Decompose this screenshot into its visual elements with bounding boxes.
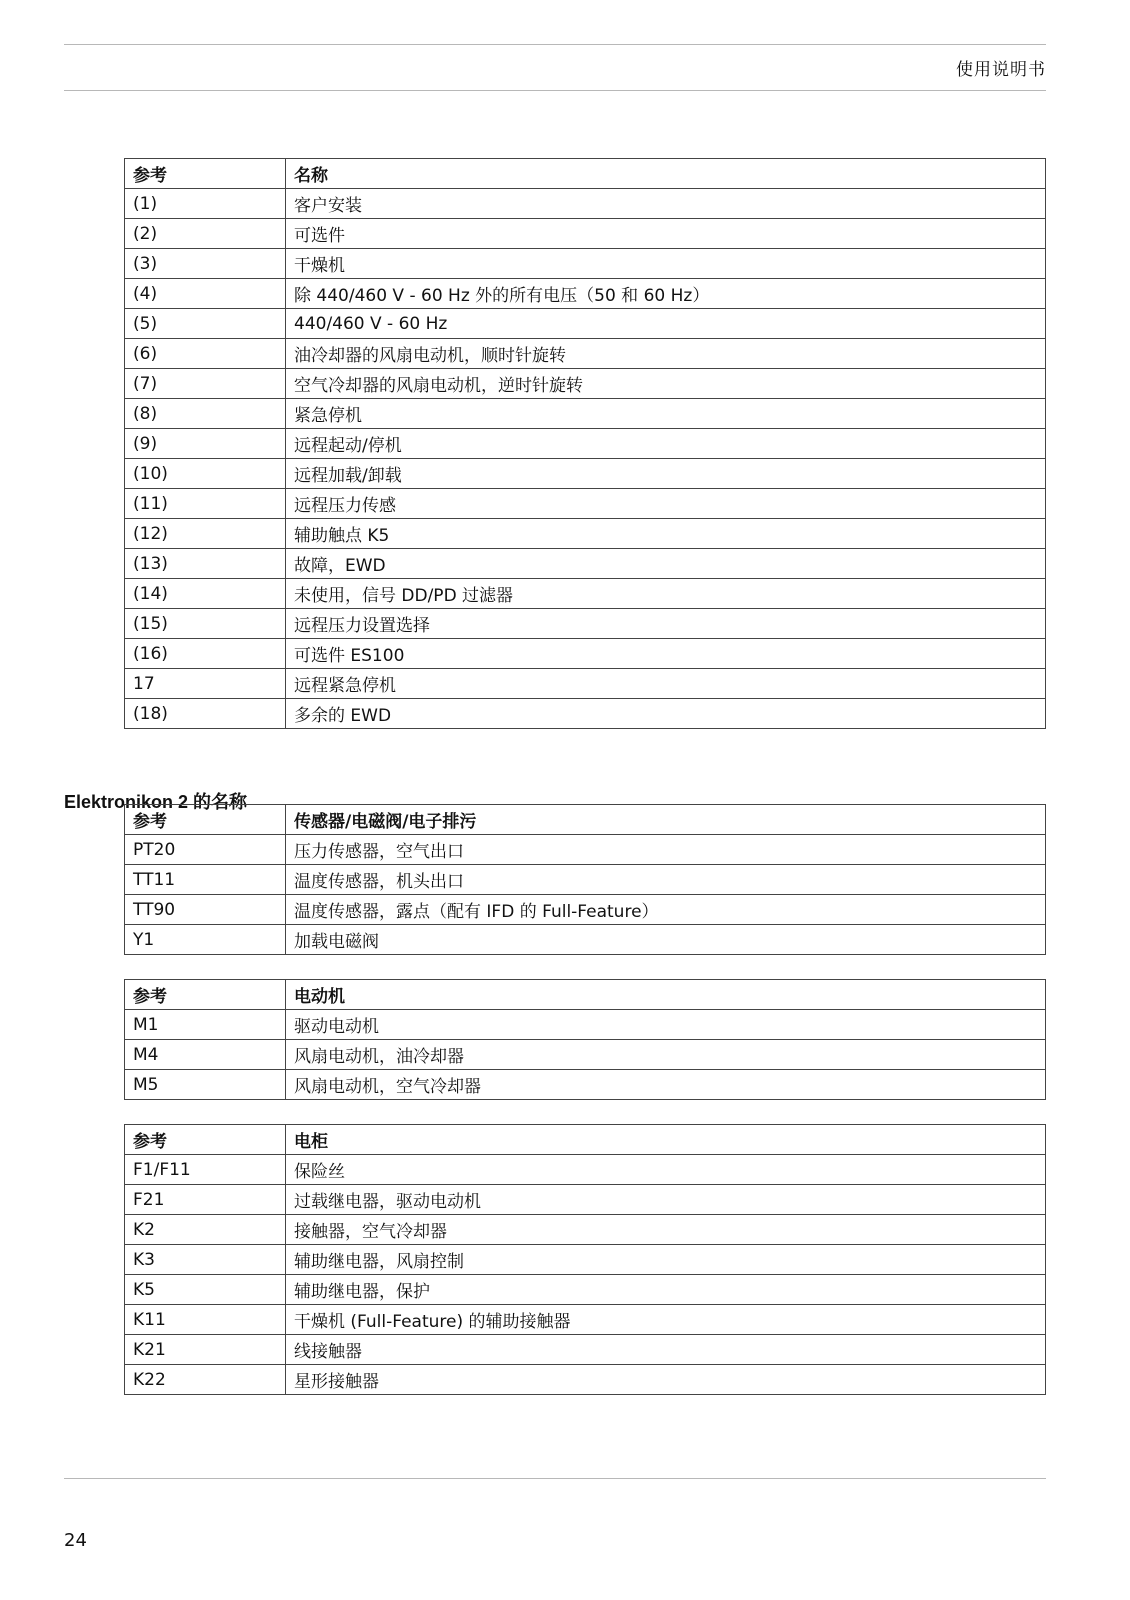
description-cell: 远程加载/卸载 (286, 459, 1046, 489)
description-cell: 客户安装 (286, 189, 1046, 219)
table-row (125, 1365, 1046, 1395)
table-row (125, 1215, 1046, 1245)
reference-cell: Y1 (125, 925, 286, 955)
description-cell: 压力传感器，空气出口 (286, 835, 1046, 865)
column-header-reference: 参考 (125, 1125, 286, 1155)
reference-cell: TT90 (125, 895, 286, 925)
description-cell: 远程起动/停机 (286, 429, 1046, 459)
table-row (125, 249, 1046, 279)
description-cell: 可选件 (286, 219, 1046, 249)
reference-cell: (7) (125, 369, 286, 399)
reference-cell: (12) (125, 519, 286, 549)
description-cell: 紧急停机 (286, 399, 1046, 429)
column-header-reference: 参考 (125, 159, 286, 189)
reference-cell: K5 (125, 1275, 286, 1305)
header-bottom-rule (64, 90, 1046, 91)
description-cell: 可选件 ES100 (286, 639, 1046, 669)
description-cell: 远程紧急停机 (286, 669, 1046, 699)
table-row (125, 399, 1046, 429)
reference-table-names (124, 158, 1046, 729)
table-row (125, 189, 1046, 219)
table-row (125, 1040, 1046, 1070)
description-cell: 远程压力传感 (286, 489, 1046, 519)
description-cell: 空气冷却器的风扇电动机，逆时针旋转 (286, 369, 1046, 399)
table-row (125, 369, 1046, 399)
column-header-reference: 参考 (125, 980, 286, 1010)
table-row (125, 1155, 1046, 1185)
description-cell: 温度传感器，机头出口 (286, 865, 1046, 895)
reference-cell: (11) (125, 489, 286, 519)
reference-cell: (3) (125, 249, 286, 279)
table-header-row (125, 980, 1046, 1010)
reference-cell: K21 (125, 1335, 286, 1365)
reference-cell: (5) (125, 309, 286, 339)
table-row (125, 699, 1046, 729)
reference-cell: F1/F11 (125, 1155, 286, 1185)
reference-cell: 17 (125, 669, 286, 699)
reference-cell: (9) (125, 429, 286, 459)
reference-cell: K2 (125, 1215, 286, 1245)
header-top-rule (64, 44, 1046, 45)
reference-cell: (8) (125, 399, 286, 429)
table-header-row (125, 1125, 1046, 1155)
description-cell: 星形接触器 (286, 1365, 1046, 1395)
table-row (125, 1010, 1046, 1040)
table-row (125, 835, 1046, 865)
reference-table-cabinet (124, 1124, 1046, 1395)
reference-cell: (13) (125, 549, 286, 579)
reference-cell: (1) (125, 189, 286, 219)
reference-cell: M1 (125, 1010, 286, 1040)
table-row (125, 895, 1046, 925)
reference-cell: (10) (125, 459, 286, 489)
document-title: 使用说明书 (956, 60, 1046, 80)
reference-cell: PT20 (125, 835, 286, 865)
description-cell: 多余的 EWD (286, 699, 1046, 729)
table-row (125, 1275, 1046, 1305)
reference-cell: M4 (125, 1040, 286, 1070)
description-cell: 未使用，信号 DD/PD 过滤器 (286, 579, 1046, 609)
description-cell: 加载电磁阀 (286, 925, 1046, 955)
table-row (125, 459, 1046, 489)
reference-table-motors (124, 979, 1046, 1100)
table-row (125, 489, 1046, 519)
reference-cell: F21 (125, 1185, 286, 1215)
reference-cell: (6) (125, 339, 286, 369)
table-row (125, 639, 1046, 669)
description-cell: 驱动电动机 (286, 1010, 1046, 1040)
reference-cell: TT11 (125, 865, 286, 895)
table-row (125, 579, 1046, 609)
table-row (125, 865, 1046, 895)
reference-cell: (15) (125, 609, 286, 639)
description-cell: 油冷却器的风扇电动机，顺时针旋转 (286, 339, 1046, 369)
description-cell: 干燥机 (Full-Feature) 的辅助接触器 (286, 1305, 1046, 1335)
table-row (125, 429, 1046, 459)
table-row (125, 1185, 1046, 1215)
table-row (125, 669, 1046, 699)
description-cell: 风扇电动机，空气冷却器 (286, 1070, 1046, 1100)
reference-cell: K3 (125, 1245, 286, 1275)
table-row (125, 1070, 1046, 1100)
description-cell: 风扇电动机，油冷却器 (286, 1040, 1046, 1070)
reference-cell: K11 (125, 1305, 286, 1335)
reference-cell: (16) (125, 639, 286, 669)
description-cell: 故障，EWD (286, 549, 1046, 579)
footer-rule (64, 1478, 1046, 1479)
table-row (125, 1305, 1046, 1335)
table-row (125, 1245, 1046, 1275)
description-cell: 保险丝 (286, 1155, 1046, 1185)
section-heading: Elektronikon 2 的名称 (64, 792, 248, 812)
reference-cell: (2) (125, 219, 286, 249)
table-row (125, 609, 1046, 639)
reference-table-sensors (124, 804, 1046, 955)
table-row (125, 925, 1046, 955)
table-header-row (125, 159, 1046, 189)
description-cell: 440/460 V - 60 Hz (286, 309, 1046, 339)
column-header-name: 电动机 (286, 980, 1046, 1010)
table-row (125, 219, 1046, 249)
page-number: 24 (64, 1530, 87, 1551)
table-row (125, 279, 1046, 309)
column-header-reference: 参考 (125, 805, 286, 835)
description-cell: 远程压力设置选择 (286, 609, 1046, 639)
column-header-name: 名称 (286, 159, 1046, 189)
table-row (125, 549, 1046, 579)
column-header-name: 电柜 (286, 1125, 1046, 1155)
description-cell: 过载继电器，驱动电动机 (286, 1185, 1046, 1215)
description-cell: 接触器，空气冷却器 (286, 1215, 1046, 1245)
reference-cell: M5 (125, 1070, 286, 1100)
reference-cell: (18) (125, 699, 286, 729)
reference-cell: (4) (125, 279, 286, 309)
description-cell: 除 440/460 V - 60 Hz 外的所有电压（50 和 60 Hz） (286, 279, 1046, 309)
description-cell: 辅助继电器，风扇控制 (286, 1245, 1046, 1275)
table-row (125, 1335, 1046, 1365)
table-row (125, 339, 1046, 369)
description-cell: 温度传感器，露点（配有 IFD 的 Full-Feature） (286, 895, 1046, 925)
description-cell: 辅助触点 K5 (286, 519, 1046, 549)
description-cell: 辅助继电器，保护 (286, 1275, 1046, 1305)
column-header-name: 传感器/电磁阀/电子排污 (286, 805, 1046, 835)
reference-cell: K22 (125, 1365, 286, 1395)
description-cell: 线接触器 (286, 1335, 1046, 1365)
description-cell: 干燥机 (286, 249, 1046, 279)
table-row (125, 309, 1046, 339)
table-header-row (125, 805, 1046, 835)
table-row (125, 519, 1046, 549)
reference-cell: (14) (125, 579, 286, 609)
